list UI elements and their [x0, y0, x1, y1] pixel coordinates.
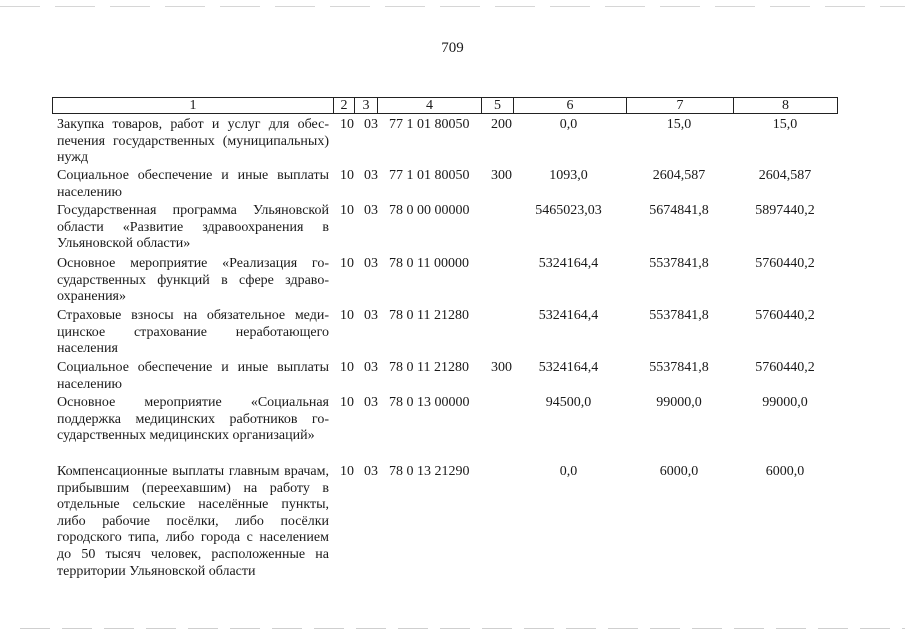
column-header-2: 2 [334, 98, 355, 113]
row-amount-2: 5537841,8 [649, 308, 709, 323]
row-subsection: 03 [364, 308, 378, 323]
row-expense-type: 300 [491, 360, 512, 375]
row-expense-type: 200 [491, 117, 512, 132]
row-name: Компенсационные выплаты главным врачам, прибывшим (переехавшим) на работу в отдельные сельские населённые пункты, либо рабочие посёлки, либо посёлки городского типа, либо города с населением до 50 тысяч человек, расположенные на территории Ульяновской области [57, 464, 329, 579]
row-amount-1: 5324164,4 [538, 256, 599, 271]
row-amount-2: 15,0 [666, 117, 692, 132]
row-target-article: 77 1 01 80050 [389, 117, 470, 132]
row-subsection: 03 [364, 256, 378, 271]
row-name: Страховые взносы на обязательное медицинское страхование неработающего населения [57, 308, 329, 357]
column-header-7: 7 [627, 98, 734, 113]
row-amount-2: 5537841,8 [649, 256, 709, 271]
row-target-article: 77 1 01 80050 [389, 168, 470, 183]
row-name: Государственная программа Ульяновской области «Развитие здравоохранения в Ульяновской области» [57, 203, 329, 252]
row-target-article: 78 0 13 00000 [389, 395, 470, 410]
row-amount-1: 5465023,03 [535, 203, 602, 218]
row-subsection: 03 [364, 464, 378, 479]
row-section: 10 [340, 168, 354, 183]
row-amount-3: 6000,0 [765, 464, 805, 479]
row-amount-2: 5674841,8 [649, 203, 709, 218]
column-header-4: 4 [378, 98, 482, 113]
row-section: 10 [340, 464, 354, 479]
row-amount-1: 94500,0 [545, 395, 592, 410]
row-target-article: 78 0 13 21290 [389, 464, 470, 479]
page-number: 709 [441, 40, 464, 56]
row-subsection: 03 [364, 203, 378, 218]
row-expense-type: 300 [491, 168, 512, 183]
row-amount-2: 5537841,8 [649, 360, 709, 375]
row-section: 10 [340, 395, 354, 410]
column-header-6: 6 [514, 98, 627, 113]
column-header-5: 5 [482, 98, 514, 113]
scan-edge-top [0, 6, 905, 7]
row-name: Социальное обеспечение и иные выплаты населению [57, 360, 329, 392]
row-amount-1: 1093,0 [549, 168, 588, 183]
row-subsection: 03 [364, 395, 378, 410]
row-target-article: 78 0 11 21280 [389, 360, 469, 375]
row-amount-1: 5324164,4 [538, 308, 599, 323]
row-subsection: 03 [364, 168, 378, 183]
row-subsection: 03 [364, 360, 378, 375]
row-amount-3: 2604,587 [758, 168, 812, 183]
row-amount-2: 99000,0 [656, 395, 702, 410]
row-amount-1: 0,0 [559, 464, 578, 479]
column-header-8: 8 [782, 98, 789, 113]
row-target-article: 78 0 11 21280 [389, 308, 469, 323]
row-section: 10 [340, 203, 354, 218]
row-amount-3: 5760440,2 [755, 308, 815, 323]
row-subsection: 03 [364, 117, 378, 132]
row-name: Закупка товаров, работ и услуг для обеспечения государственных (муниципальных) нужд [57, 117, 329, 166]
table-header [52, 97, 838, 114]
row-amount-3: 99000,0 [762, 395, 808, 410]
row-target-article: 78 0 00 00000 [389, 203, 470, 218]
row-amount-2: 2604,587 [652, 168, 706, 183]
row-section: 10 [340, 117, 354, 132]
row-name: Основное мероприятие «Реализация государственных функций в сфере здравоохранения» [57, 256, 329, 305]
row-section: 10 [340, 360, 354, 375]
row-name: Основное мероприятие «Социальная поддержка медицинских работников государственных медицинских организаций» [57, 395, 329, 444]
row-amount-2: 6000,0 [659, 464, 699, 479]
row-section: 10 [340, 308, 354, 323]
row-amount-1: 5324164,4 [538, 360, 599, 375]
row-amount-1: 0,0 [559, 117, 578, 132]
row-amount-3: 5760440,2 [755, 360, 815, 375]
row-amount-3: 5897440,2 [755, 203, 815, 218]
row-target-article: 78 0 11 00000 [389, 256, 469, 271]
row-amount-3: 15,0 [772, 117, 798, 132]
row-name: Социальное обеспечение и иные выплаты населению [57, 168, 329, 200]
row-amount-3: 5760440,2 [755, 256, 815, 271]
column-header-3: 3 [355, 98, 378, 113]
scan-edge-bottom [20, 628, 905, 629]
row-section: 10 [340, 256, 354, 271]
column-header-1: 1 [53, 98, 334, 113]
